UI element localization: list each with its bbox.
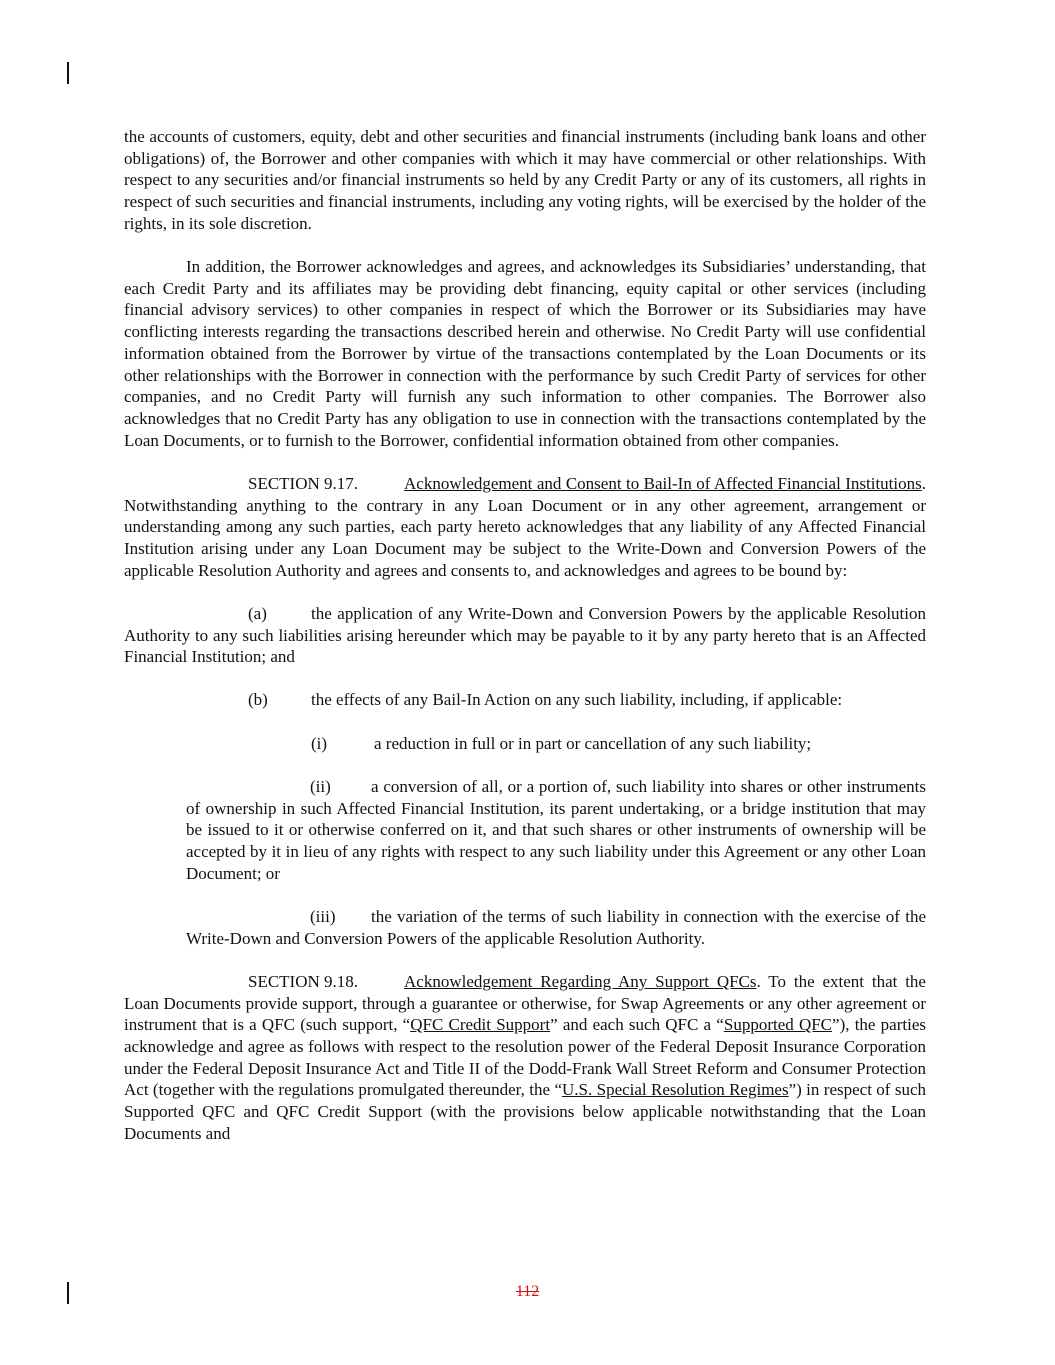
section-9-18-body-4: ”) in respect of such Supported QFC and QFC Credit Support (with the provisions below applicable notwithstanding that the Loan Documents and <box>124 1080 927 1143</box>
term-us-special-resolution-regimes: U.S. Special Resolution Regimes <box>562 1080 789 1100</box>
page-number: 112 <box>515 1283 540 1300</box>
term-supported-qfc: Supported QFC <box>723 1015 833 1035</box>
item-b <box>248 689 926 711</box>
section-9-17-title: Acknowledgement and Consent to Bail-In of Affected Financial Institutions <box>404 473 922 493</box>
section-9-18 <box>124 971 926 1145</box>
nested-items-block <box>186 776 926 949</box>
item-i-text: a reduction in full or in part or cancellation of any such liability; <box>374 733 812 753</box>
change-bar-top <box>67 62 69 84</box>
section-9-17 <box>124 473 926 582</box>
item-iii <box>186 906 926 949</box>
item-ii <box>186 776 926 885</box>
section-9-18-body-2: ” and each such QFC a “ <box>550 1015 724 1035</box>
item-ii-text: a conversion of all, or a portion of, such liability into shares or other instruments of ownership in such Affected Financial Institution, its parent undertaking, or a bridge institution that may be issued to it or otherwise conferred on it, and that such shares or other instruments of ownership will be accepted by it in lieu of any rights with respect to any such liability under this Agreement or any other Loan Document; or <box>186 776 926 883</box>
section-9-17-number: SECTION 9.17. <box>248 473 359 493</box>
item-a-text: the application of any Write-Down and Conversion Powers by the applicable Resolution Authority to any such liabilities arising hereunder which may be payable to it by any party hereto that is an Affected Financial Institution; and <box>124 603 926 667</box>
section-9-18-title: Acknowledgement Regarding Any Support QFCs <box>404 971 757 991</box>
item-b-text: the effects of any Bail-In Action on any such liability, including, if applicable: <box>311 690 843 710</box>
item-iii-text: the variation of the terms of such liability in connection with the exercise of the Write-Down and Conversion Powers of the applicable Resolution Authority. <box>186 906 926 948</box>
item-a-label: (a) <box>248 603 267 623</box>
item-iii-label: (iii) <box>310 906 336 926</box>
item-ii-label: (ii) <box>310 776 331 796</box>
section-9-17-body: . Notwithstanding anything to the contrary in any Loan Document or in any other agreement, arrangement or understanding among any such parties, each party hereto acknowledges that any liability of any Affected Financial Institution arising under any Loan Document may be subject to the Write-Down and Conversion Powers of the applicable Resolution Authority and agrees and consents to, and acknowledges and agrees to be bound by: <box>124 473 926 580</box>
paragraph-continuation: the accounts of customers, equity, debt and other securities and financial instruments (including bank loans and other obligations) of, the Borrower and other companies with which it may have commercial or other relationships. With respect to any securities and/or financial instruments so held by any Credit Party or any of its customers, all rights in respect of such securities and financial instruments, including any voting rights, will be exercised by the holder of the rights, in its sole discretion. <box>124 127 926 233</box>
item-i <box>311 733 926 755</box>
paragraph-credit-party: In addition, the Borrower acknowledges and agrees, and acknowledges its Subsidiaries’ understanding, that each Credit Party and its affiliates may be providing debt financing, equity capital or other services (including financial advisory services) to other companies in respect of which the Borrower or its Subsidiaries may have conflicting interests regarding the transactions described herein and otherwise. No Credit Party will use confidential information obtained from the Borrower by virtue of the transactions contemplated by the Loan Documents or its other relationships with the Borrower in connection with the performance by such Credit Party of services for other companies, and no Credit Party will furnish any such information to other companies. The Borrower also acknowledges that no Credit Party has any obligation to use in connection with the transactions contemplated by the Loan Documents, or to furnish to the Borrower, confidential information obtained from other companies. <box>124 257 926 450</box>
item-b-label: (b) <box>248 690 268 710</box>
term-qfc-credit-support: QFC Credit Support <box>410 1015 551 1035</box>
section-9-18-body-1: . To the extent that the Loan Documents provide support, through a guarantee or otherwise, for Swap Agreements or any other agreement or instrument that is a QFC (such support, “ <box>124 971 926 1035</box>
item-a <box>124 603 926 668</box>
section-9-18-number: SECTION 9.18. <box>248 971 359 991</box>
item-i-label: (i) <box>311 733 328 753</box>
document-body <box>124 126 926 1166</box>
section-9-18-body-3: ”), the parties acknowledge and agree as follows with respect to the resolution power of the Federal Deposit Insurance Corporation under the Federal Deposit Insurance Act and Title II of the Dodd-Frank Wall Street Reform and Consumer Protection Act (together with the regulations promulgated thereunder, the “ <box>124 1015 926 1100</box>
